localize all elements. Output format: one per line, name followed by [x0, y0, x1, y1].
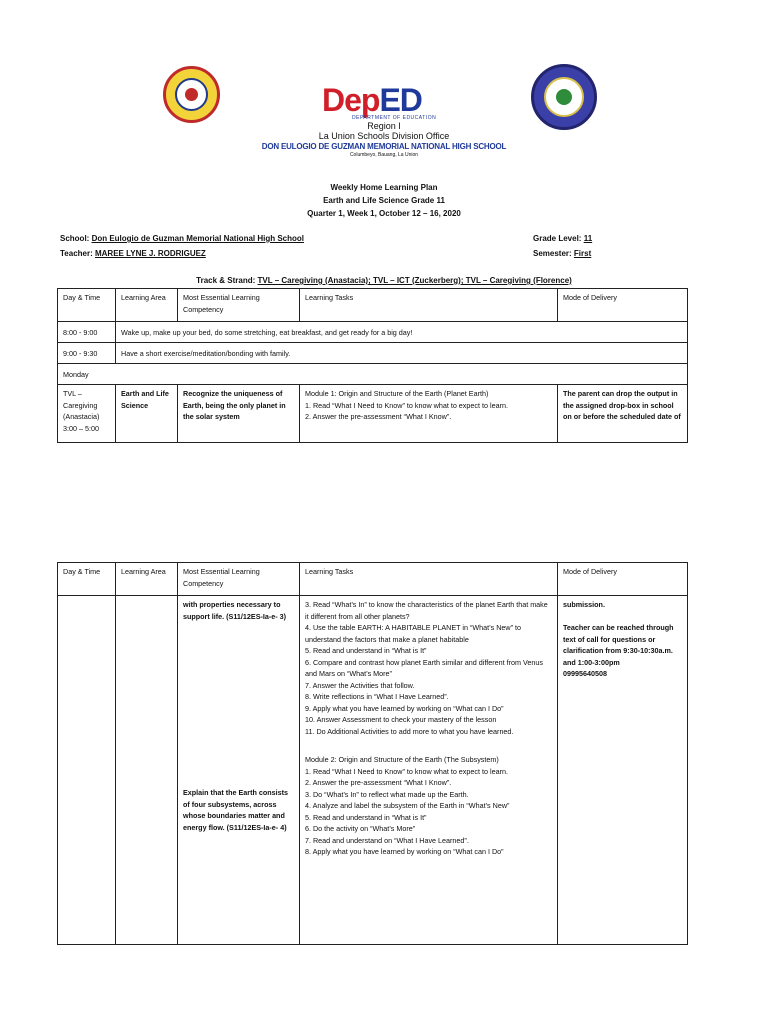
- grade-label: Grade Level:: [533, 234, 584, 243]
- table-row: [58, 385, 688, 443]
- learning-tasks-cell: [300, 596, 558, 945]
- school-name-header: DON EULOGIO DE GUZMAN MEMORIAL NATIONAL HIGH SCHOOL: [261, 142, 507, 151]
- mode-of-delivery-cell: The parent can drop the output in the assigned drop-box in school on or before the scheduled date of: [558, 385, 688, 443]
- learning-area-cell: Earth and Life Science: [116, 385, 178, 443]
- learning-tasks-cell: Module 1: Origin and Structure of the Earth (Planet Earth) 1. Read “What I Need to Know” to know what to expect to learn. 2. Answer the pre-assessment “What I Know”.: [300, 385, 558, 443]
- time-cell: 9:00 - 9:30: [58, 343, 116, 364]
- teacher-label: Teacher:: [60, 249, 95, 258]
- semester-info: [533, 249, 591, 258]
- header-mode-of-delivery: Mode of Delivery: [558, 289, 688, 322]
- school-info: [60, 234, 304, 243]
- time-cell: 8:00 - 9:00: [58, 322, 116, 343]
- learning-plan-table-1: [57, 288, 688, 443]
- learning-area-cell: [116, 596, 178, 945]
- quarter-week-title: Quarter 1, Week 1, October 12 – 16, 2020: [307, 209, 461, 218]
- learning-plan-table-2: [57, 562, 688, 945]
- header-competency: Most Essential Learning Competency: [178, 289, 300, 322]
- day-label: Monday: [58, 364, 688, 385]
- header-mode-of-delivery: Mode of Delivery: [558, 563, 688, 596]
- subject-title: Earth and Life Science Grade 11: [323, 196, 445, 205]
- deped-logo-subtitle: DEPARTMENT OF EDUCATION: [352, 115, 437, 121]
- time-cell: [58, 596, 116, 945]
- header-day-time: Day & Time: [58, 289, 116, 322]
- header-learning-area: Learning Area: [116, 289, 178, 322]
- track-label: Track & Strand:: [196, 276, 258, 285]
- day-row: [58, 364, 688, 385]
- competency-1: with properties necessary to support life. (S11/12ES-Ia-e- 3): [183, 600, 287, 621]
- activity-cell: Wake up, make up your bed, do some stretching, eat breakfast, and get ready for a big day!: [116, 322, 688, 343]
- track-strand-info: [0, 276, 768, 285]
- region-label: Region I: [367, 121, 401, 131]
- competency-cell: Recognize the uniqueness of Earth, being the only planet in the solar system: [178, 385, 300, 443]
- teacher-info: [60, 249, 206, 258]
- teacher-value: MAREE LYNE J. RODRIGUEZ: [94, 249, 206, 258]
- table-row: [58, 322, 688, 343]
- school-address: Columbeyo, Bauang, La Union: [349, 152, 419, 158]
- school-division-seal: [163, 66, 220, 123]
- division-label: La Union Schools Division Office: [318, 131, 450, 141]
- grade-value: 11: [583, 234, 593, 243]
- header-learning-tasks: Learning Tasks: [300, 289, 558, 322]
- table-row: [58, 343, 688, 364]
- semester-label: Semester:: [533, 249, 574, 258]
- tasks-module-2: Module 2: Origin and Structure of the Earth (The Subsystem) 1. Read “What I Need to Know” to know what to expect to learn. 2. Answer the pre-assessment “What I Know”. 3. Do “What’s In” to reflect what made up the Earth. 4. Analyze and label the subsystem of the Earth in “What’s New” 5. Read and understand in “What is It” 6. Do the activity on “What’s More” 7. Read and understand on “What I Have Learned”. 8. Apply what you have learned by working on “What can I Do”: [305, 755, 510, 856]
- grade-level-info: [533, 234, 592, 243]
- table-header-row: [58, 289, 688, 322]
- school-label: School:: [60, 234, 92, 243]
- tasks-module-1: 3. Read “What’s In” to know the characteristics of the planet Earth that make it different from all other planets? 4. Use the table EARTH: A HABITABLE PLANET in “What’s New” to understand the factors that make a planet habitable 5. Read and understand in “What is It” 6. Compare and contrast how planet Earth similar and different from Venus and Mars on “What’s More” 7. Answer the Activities that follow. 8. Write reflections in “What I Have Learned”. 9. Apply what you have learned by working on “What can I Do” 10. Answer Assessment to check your mastery of the lesson 11. Do Additional Activities to add more to what you have learned.: [305, 600, 548, 736]
- deped-logo: DepED: [322, 82, 422, 118]
- table-row: [58, 596, 688, 945]
- mode-of-delivery-cell: submission. Teacher can be reached through text of call for questions or clarification from 9:30-10:30a.m. and 1:00-3:00pm 09995640508: [558, 596, 688, 945]
- activity-cell: Have a short exercise/meditation/bonding with family.: [116, 343, 688, 364]
- header-learning-tasks: Learning Tasks: [300, 563, 558, 596]
- plan-title: Weekly Home Learning Plan: [330, 183, 438, 192]
- header-learning-area: Learning Area: [116, 563, 178, 596]
- competency-2: Explain that the Earth consists of four subsystems, across whose boundaries matter and energy flow. (S11/12ES-Ia-e- 4): [183, 788, 289, 832]
- header-competency: Most Essential Learning Competency: [178, 563, 300, 596]
- header-day-time: Day & Time: [58, 563, 116, 596]
- school-value: Don Eulogio de Guzman Memorial National High School: [91, 234, 305, 243]
- time-cell: TVL – Caregiving (Anastacia) 3:00 – 5:00: [58, 385, 116, 443]
- track-value: TVL – Caregiving (Anastacia); TVL – ICT (Zuckerberg); TVL – Caregiving (Florence): [257, 276, 572, 285]
- semester-value: First: [573, 249, 592, 258]
- competency-cell: [178, 596, 300, 945]
- table-header-row: [58, 563, 688, 596]
